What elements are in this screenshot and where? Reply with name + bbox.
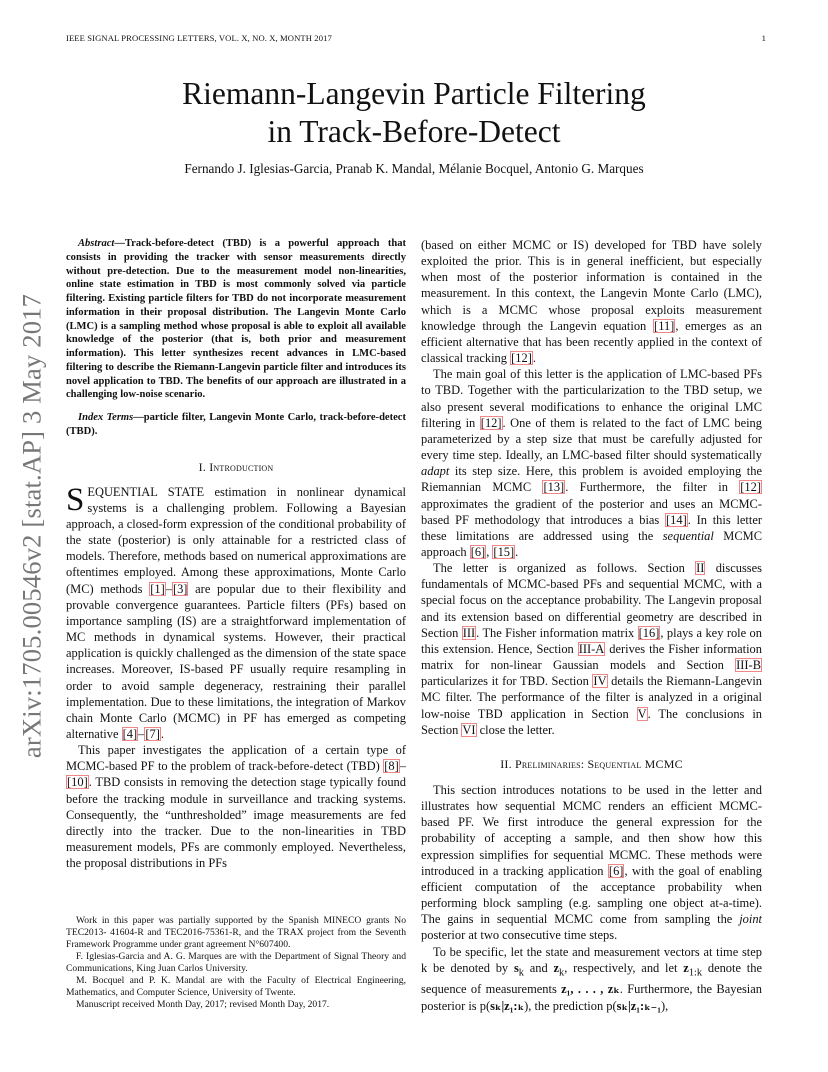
arxiv-identifier: arXiv:1705.00546v2 [stat.AP] 3 May 2017 bbox=[16, 293, 47, 759]
citation-link[interactable]: [10] bbox=[67, 775, 88, 790]
intro-paragraph-3: (based on either MCMC or IS) developed for TBD have solely exploited the prior. This is in general inefficient, but especially when most of the posterior information is contained in the measurement. In this context, the Langevin Monte Carlo (LMC), which is a MCMC whose proposal exploits measurement knowledge through the Langevin equation [11], emerges as an efficient alternative that has been recently applied in the context of classical tracking [12]. bbox=[421, 238, 763, 366]
citation-link[interactable]: [8] bbox=[384, 759, 399, 774]
citation-link[interactable]: [12] bbox=[740, 480, 761, 495]
section-heading-introduction: I. Introduction bbox=[198, 459, 274, 474]
footnote-funding: Work in this paper was partially supported by the Spanish MINECO grants No TEC2013- 41604-R and TEC2016-75361-R, and the TRAX project from the Seventh Framework Programme under grant agreement N°607400. bbox=[66, 915, 406, 950]
intro-paragraph-4: The main goal of this letter is the application of LMC-based PFs to TBD. Together with the particularization to the TBD setup, we also present several modifications to enhance the original LMC filtering in [12]. One of them is related to the fact of LMC being parameterized by a step size that must be carefully adjusted for every time step. Ideally, an LMC-based filter should systematically adapt its step size. Here, this problem is avoided employing the Riemannian MCMC [13]. Furthermore, the filter in [12] approximates the gradient of the posterior and uses an MCMC-based PF methodology that introduces a bias [14]. In this letter these limitations are addressed using the sequential MCMC approach [6], [15]. bbox=[421, 367, 762, 559]
citation-link[interactable]: [3] bbox=[172, 581, 188, 596]
title-line-2: in Track-Before-Detect bbox=[267, 114, 561, 149]
running-header bbox=[66, 33, 766, 43]
index-terms-text: —particle filter, Langevin Monte Carlo, track-before-detect (TBD). bbox=[66, 412, 407, 437]
citation-link[interactable]: [6] bbox=[608, 863, 624, 878]
section-link[interactable]: III-A bbox=[578, 641, 605, 656]
prelim-paragraph-2: To be specific, let the state and measurement vectors at time step k be denoted by $s_k$ and $z_k$, respectively, and let $z_{1:k}$ denote the sequence of measurements z₁, . . . , zₖ. Furthermore, the Bayesian posterior is p(sₖ|z₁:ₖ), the prediction p(sₖ|z₁:ₖ₋₁), bbox=[421, 944, 762, 1013]
footnote-affiliation-2: M. Bocquel and P. K. Mandal are with the Faculty of Electrical Engineering, Mathematics, and Computer Science, University of Twente. bbox=[66, 975, 406, 998]
section-link[interactable]: IV bbox=[593, 674, 607, 689]
citation-link[interactable]: [11] bbox=[654, 318, 675, 333]
citation-link[interactable]: [1] bbox=[150, 581, 165, 596]
index-terms-label: Index Terms bbox=[78, 412, 134, 423]
left-column bbox=[66, 237, 406, 871]
paper-title bbox=[0, 75, 828, 151]
footnotes bbox=[66, 915, 406, 1011]
section-link[interactable]: II bbox=[696, 561, 705, 576]
abstract bbox=[66, 237, 406, 402]
title-line-1: Riemann-Langevin Particle Filtering bbox=[182, 76, 646, 111]
index-terms bbox=[66, 411, 406, 439]
section-link[interactable]: VI bbox=[462, 722, 476, 737]
section-link[interactable]: V bbox=[637, 706, 647, 721]
journal-name: IEEE SIGNAL PROCESSING LETTERS, VOL. X, NO. X, MONTH 2017 bbox=[66, 33, 332, 43]
citation-link[interactable]: [15] bbox=[493, 544, 515, 559]
page-number: 1 bbox=[761, 33, 766, 43]
intro-paragraph-1: SEQUENTIAL STATE estimation in nonlinear dynamical systems is a challenging problem. Following a Bayesian approach, a closed-form expression of the conditional probability of the state (posterior) is only attainable for a restricted class of models. Therefore, methods based on numerical approximations are oftentimes employed. Among these approximations, Monte Carlo (MC) methods [1]–[3] are popular due to their flexibility and provable convergence guarantees. Particle filters (PFs) based on importance sampling (IS) are a straightforward implementation of MC methods in dynamical systems. However, their practical application is quickly challenged as the dimension of the state space increases. Moreover, IS-based PF usually require resampling in order to avoid sample degeneracy, restraining their parallel implementation. Due to these limitations, the integration of Markov chain Monte Carlo (MCMC) in PF has emerged as competing alternative [4]–[7]. bbox=[66, 481, 406, 741]
arxiv-stamp bbox=[4, 286, 60, 766]
author-list: Fernando J. Iglesias-Garcia, Pranab K. Mandal, Mélanie Bocquel, Antonio G. Marques bbox=[184, 161, 644, 176]
citation-link[interactable]: [16] bbox=[638, 625, 660, 640]
citation-link[interactable]: [14] bbox=[666, 512, 687, 527]
footnote-manuscript: Manuscript received Month Day, 2017; revised Month Day, 2017. bbox=[76, 999, 330, 1010]
dropcap-letter: S bbox=[66, 481, 85, 518]
citation-link[interactable]: [13] bbox=[543, 480, 565, 495]
citation-link[interactable]: [12] bbox=[511, 351, 532, 366]
citation-link[interactable]: [7] bbox=[145, 727, 160, 741]
citation-link[interactable]: [6] bbox=[470, 544, 486, 559]
right-column bbox=[421, 237, 762, 1014]
abstract-text: —Track-before-detect (TBD) is a powerful approach that consists in providing the tracker with sensor measurements directly without pre-detection. Due to the measurement model non-linearities, online state estimation in TBD is most commonly solved via particle filtering. Existing particle filters for TBD do not incorporate measurement information in their proposal distribution. The Langevin Monte Carlo (LMC) is a sampling method whose proposal is able to exploit all available knowledge of the posterior (that is, both prior and measurement information). This letter synthesizes recent advances in LMC-based filtering to describe the Riemann-Langevin particle filter and introduces its novel application to TBD. The benefits of our approach are illustrated in a challenging low-noise scenario. bbox=[66, 238, 406, 401]
footnote-affiliation-1: F. Iglesias-Garcia and A. G. Marques are with the Department of Signal Theory and Communications, King Juan Carlos University. bbox=[66, 951, 406, 974]
citation-link[interactable]: [12] bbox=[480, 415, 502, 430]
citation-link[interactable]: [4] bbox=[122, 727, 138, 741]
prelim-paragraph-1: This section introduces notations to be used in the letter and illustrates how sequential MCMC renders an efficient MCMC-based PF. We first introduce the general expression for the probability of accepting a sample, and then show how this expression simplifies for sequential MCMC. These methods were introduced in a tracking application [6], with the goal of enabling efficient computation of the acceptance probability when performing block sampling (e.g. sampling one object at-a-time). The gains in sequential MCMC come from sampling the joint posterior at two consecutive time steps. bbox=[421, 783, 762, 943]
section-heading-preliminaries: II. Preliminaries: Sequential MCMC bbox=[500, 756, 683, 771]
section-link[interactable]: III-B bbox=[736, 658, 761, 673]
intro-paragraph-5: The letter is organized as follows. Section II discusses fundamentals of MCMC-based PFs and sequential MCMC, with a special focus on the acceptance probability. The Langevin proposal and its extension based on differential geometry are described in Section III. The Fisher information matrix [16], plays a key role on this extension. Hence, Section III-A derives the Fisher information matrix for non-linear Gaussian models and Section III-B particularizes it for TBD. Section IV details the Riemann-Langevin MC filter. The performance of the filter is analyzed in a original low-noise TBD application in Section V. The conclusions in Section VI close the letter. bbox=[421, 561, 762, 737]
intro-paragraph-2: This paper investigates the application of a certain type of MCMC-based PF to the problem of track-before-detect (TBD) [8]–[10]. TBD consists in removing the detection stage typically found before the tracking module in surveillance and tracking systems. Consequently, the “unthresholded” image measurements are fed directly into the tracker. Due to the non-linearities in TBD measurement models, PFs are commonly employed. Nevertheless, the proposal distributions in PFs bbox=[66, 743, 406, 871]
section-link[interactable]: III bbox=[462, 625, 476, 640]
abstract-label: Abstract bbox=[78, 238, 115, 249]
